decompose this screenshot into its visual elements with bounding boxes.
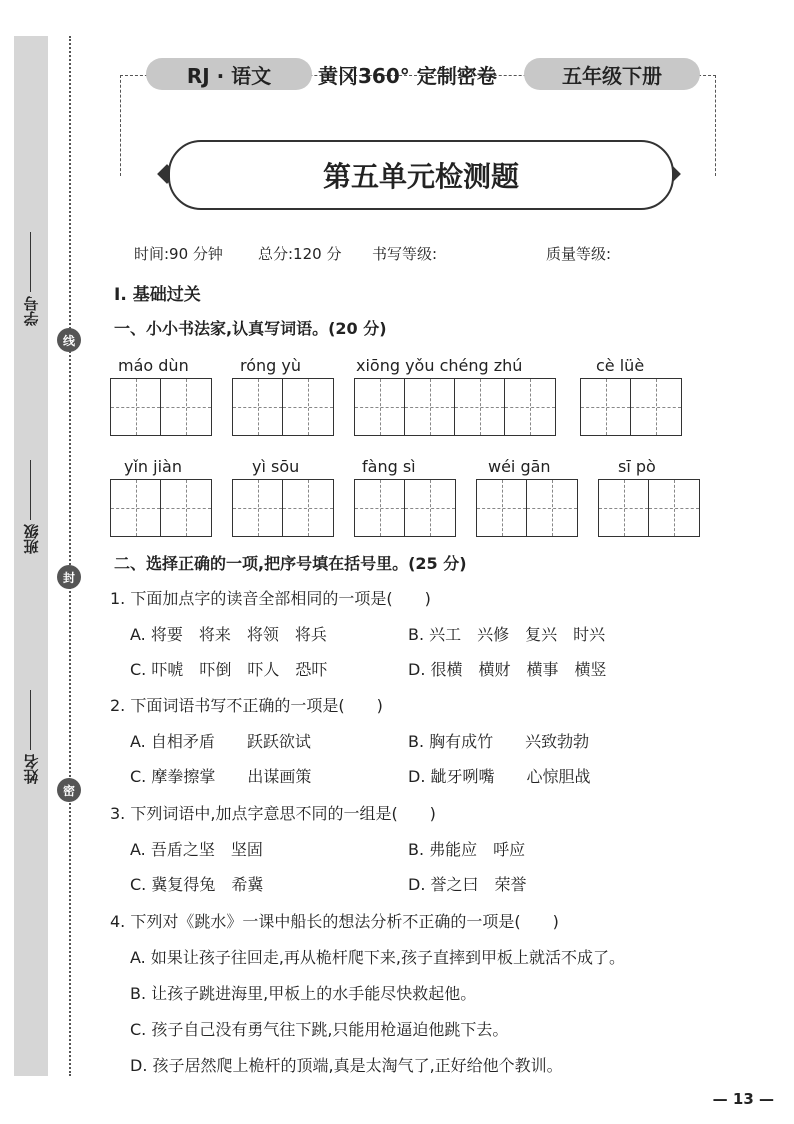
pinyin-1: máo dùn bbox=[118, 356, 189, 375]
pinyin-9: sī pò bbox=[618, 457, 656, 476]
student-id-field bbox=[16, 232, 46, 326]
quality-grade-label: 质量等级: bbox=[546, 245, 612, 263]
q1-option-d: D. 很横 横财 横事 横竖 bbox=[408, 660, 607, 679]
q4-option-a: A. 如果让孩子往回走,再从桅杆爬下来,孩子直摔到甲板上就活不成了。 bbox=[130, 948, 626, 967]
grade-pill: 五年级下册 bbox=[524, 58, 700, 90]
cut-line bbox=[69, 36, 71, 1076]
question-3: 3. 下列词语中,加点字意思不同的一组是( ) bbox=[110, 804, 436, 823]
section1-title: 一、小小书法家,认真写词语。(20 分) bbox=[114, 319, 387, 338]
q4-option-d: D. 孩子居然爬上桅杆的顶端,真是太淘气了,正好给他个教训。 bbox=[130, 1056, 563, 1075]
q3-option-b: B. 弗能应 呼应 bbox=[408, 840, 526, 859]
subject-pill: RJ · 语文 bbox=[146, 58, 312, 90]
question-2: 2. 下面词语书写不正确的一项是( ) bbox=[110, 696, 383, 715]
question-4: 4. 下列对《跳水》一课中船长的想法分析不正确的一项是( ) bbox=[110, 912, 559, 931]
writing-grid-7[interactable] bbox=[354, 479, 456, 537]
writing-grid-1[interactable] bbox=[110, 378, 212, 436]
writing-grid-5[interactable] bbox=[110, 479, 212, 537]
question-1: 1. 下面加点字的读音全部相同的一项是( ) bbox=[110, 589, 431, 608]
q2-option-c: C. 摩拳擦掌 出谋画策 bbox=[130, 767, 312, 786]
page-title: 第五单元检测题 bbox=[168, 140, 674, 210]
q3-option-c: C. 冀复得兔 希冀 bbox=[130, 875, 264, 894]
writing-grade-label: 书写等级: bbox=[372, 245, 438, 263]
pinyin-7: fàng sì bbox=[362, 457, 416, 476]
q4-option-b: B. 让孩子跳进海里,甲板上的水手能尽快救起他。 bbox=[130, 984, 477, 1003]
seal-dense-mark: 密 bbox=[57, 778, 81, 802]
time-label: 时间:90 分钟 bbox=[134, 245, 223, 263]
class-field bbox=[16, 460, 46, 554]
class-label: 班级 bbox=[22, 524, 41, 554]
pinyin-6: yì sōu bbox=[252, 457, 300, 476]
writing-grid-4[interactable] bbox=[580, 378, 682, 436]
binding-margin bbox=[14, 36, 48, 1076]
writing-grid-9[interactable] bbox=[598, 479, 700, 537]
writing-grid-6[interactable] bbox=[232, 479, 334, 537]
brand-label: 黄冈360° 定制密卷 bbox=[318, 64, 497, 88]
q1-option-b: B. 兴工 兴修 复兴 时兴 bbox=[408, 625, 606, 644]
page-number: — 13 — bbox=[713, 1090, 774, 1108]
part-title: Ⅰ. 基础过关 bbox=[114, 285, 201, 305]
q2-option-b: B. 胸有成竹 兴致勃勃 bbox=[408, 732, 590, 751]
name-field bbox=[16, 690, 46, 784]
q3-option-d: D. 誉之曰 荣誉 bbox=[408, 875, 527, 894]
pinyin-2: róng yù bbox=[240, 356, 302, 375]
q3-option-a: A. 吾盾之坚 坚固 bbox=[130, 840, 263, 859]
writing-grid-2[interactable] bbox=[232, 378, 334, 436]
section2-title: 二、选择正确的一项,把序号填在括号里。(25 分) bbox=[114, 554, 467, 573]
seal-seal-mark: 封 bbox=[57, 565, 81, 589]
pinyin-4: cè lüè bbox=[596, 356, 645, 375]
student-id-label: 学号 bbox=[22, 296, 41, 326]
q1-option-c: C. 吓唬 吓倒 吓人 恐吓 bbox=[130, 660, 328, 679]
q2-option-d: D. 龇牙咧嘴 心惊胆战 bbox=[408, 767, 591, 786]
seal-line-mark: 线 bbox=[57, 328, 81, 352]
pinyin-3: xiōng yǒu chéng zhú bbox=[356, 356, 523, 375]
pinyin-5: yǐn jiàn bbox=[124, 457, 182, 476]
pinyin-8: wéi gān bbox=[488, 457, 551, 476]
name-label: 姓名 bbox=[22, 754, 41, 784]
q2-option-a: A. 自相矛盾 跃跃欲试 bbox=[130, 732, 311, 751]
writing-grid-3[interactable] bbox=[354, 378, 556, 436]
q1-option-a: A. 将要 将来 将领 将兵 bbox=[130, 625, 327, 644]
writing-grid-8[interactable] bbox=[476, 479, 578, 537]
q4-option-c: C. 孩子自己没有勇气往下跳,只能用枪逼迫他跳下去。 bbox=[130, 1020, 509, 1039]
total-label: 总分:120 分 bbox=[258, 245, 342, 263]
